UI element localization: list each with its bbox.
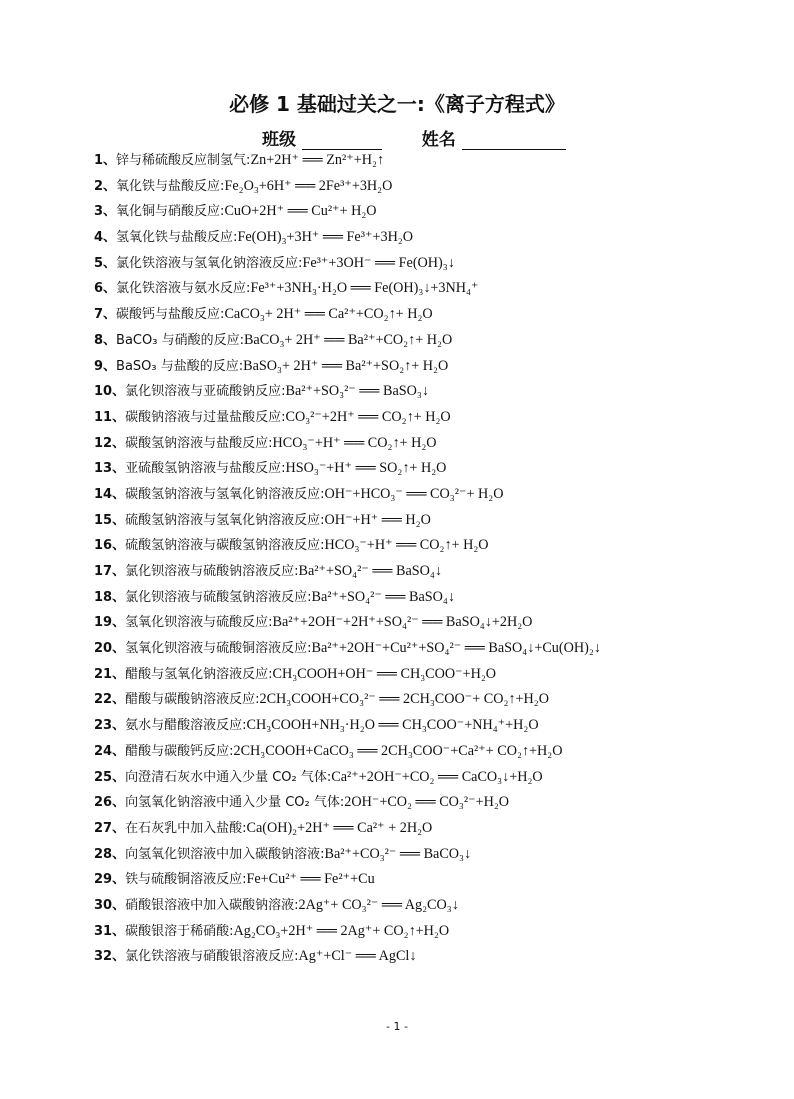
equation-item — [94, 687, 784, 713]
item-number: 11、 — [94, 409, 126, 425]
item-question: 碳酸钠溶液与过量盐酸反应: — [125, 409, 286, 425]
item-equation: Ba²⁺+SO₃²⁻ ══ BaSO₃↓ — [285, 383, 429, 400]
item-equation: Fe(OH)₃+3H⁺ ══ Fe³⁺+3H₂O — [237, 229, 414, 246]
item-number: 2、 — [94, 178, 117, 194]
item-number: 9、 — [94, 358, 117, 374]
item-question: 氯化铁溶液与氢氧化钠溶液反应: — [116, 255, 303, 271]
equation-item — [94, 508, 784, 534]
equation-item — [94, 585, 784, 611]
item-number: 16、 — [94, 538, 126, 554]
item-question: 锌与稀硫酸反应制氢气: — [116, 153, 251, 168]
item-question: 醋酸与碳酸钠溶液反应: — [125, 692, 260, 708]
item-number: 31、 — [94, 923, 126, 939]
item-equation: BaSO₃+ 2H⁺ ══ Ba²⁺+SO₂↑+ H₂O — [243, 357, 449, 374]
item-number: 18、 — [94, 589, 126, 605]
equation-item — [94, 713, 784, 739]
item-number: 22、 — [94, 692, 126, 708]
item-question: 碳酸氢钠溶液与氢氧化钠溶液反应: — [125, 486, 325, 502]
equation-item — [94, 379, 784, 405]
item-equation: 2CH₃COOH+CO₃²⁻ ══ 2CH₃COO⁻+ CO₂↑+H₂O — [259, 691, 549, 708]
item-number: 5、 — [94, 255, 117, 271]
item-number: 28、 — [94, 846, 126, 862]
item-equation: CH₃COOH+NH₃·H₂O ══ CH₃COO⁻+NH₄⁺+H₂O — [246, 717, 539, 734]
item-equation: Ba²⁺+2OH⁻+Cu²⁺+SO₄²⁻ ══ BaSO₄↓+Cu(OH)₂↓ — [311, 640, 601, 657]
item-question: 氯化钡溶液与硫酸钠溶液反应: — [125, 564, 299, 579]
item-question: 氧化铜与硝酸反应: — [116, 204, 225, 220]
equation-item — [94, 816, 784, 842]
item-question: 硫酸氢钠溶液与碳酸氢钠溶液反应: — [125, 538, 325, 554]
equation-item — [94, 354, 784, 380]
item-equation: Fe₂O₃+6H⁺ ══ 2Fe³⁺+3H₂O — [224, 177, 393, 194]
item-equation: HCO₃⁻+H⁺ ══ CO₂↑+ H₂O — [272, 434, 437, 451]
equation-item — [94, 405, 784, 431]
item-number: 8、 — [94, 332, 117, 348]
item-equation: Ca²⁺+2OH⁻+CO₂ ══ CaCO₃↓+H₂O — [331, 768, 543, 785]
equation-item — [94, 328, 784, 354]
item-question: BaCO₃ 与硝酸的反应: — [116, 332, 244, 348]
item-equation: Ba²⁺+SO₄²⁻ ══ BaSO₄↓ — [298, 563, 442, 579]
item-question: 氧化铁与盐酸反应: — [116, 178, 225, 194]
item-question: 氢氧化钡溶液与硫酸反应: — [125, 615, 273, 631]
item-number: 3、 — [94, 204, 117, 220]
item-question: BaSO₃ 与盐酸的反应: — [116, 358, 244, 374]
item-equation: Ag⁺+Cl⁻ ══ AgCl↓ — [298, 948, 417, 965]
item-number: 17、 — [94, 564, 126, 579]
item-question: 铁与硫酸铜溶液反应: — [125, 872, 247, 888]
equation-item — [94, 174, 784, 200]
item-number: 12、 — [94, 435, 126, 451]
item-number: 32、 — [94, 949, 126, 965]
item-question: 氯化钡溶液与亚硫酸钠反应: — [125, 384, 286, 400]
item-equation: CuO+2H⁺ ══ Cu²⁺+ H₂O — [224, 203, 377, 220]
equation-item — [94, 431, 784, 457]
item-number: 26、 — [94, 795, 126, 811]
equation-item — [94, 944, 784, 970]
item-equation: Ag₂CO₃+2H⁺ ══ 2Ag⁺+ CO₂↑+H₂O — [233, 922, 450, 939]
item-number: 29、 — [94, 872, 126, 888]
equation-item — [94, 559, 784, 585]
item-number: 25、 — [94, 769, 126, 785]
item-question: 向氢氧化钡溶液中加入碳酸钠溶液: — [125, 846, 325, 862]
page-title: 必修 1 基础过关之一:《离子方程式》 — [229, 92, 565, 116]
item-number: 24、 — [94, 743, 126, 759]
equation-item — [94, 251, 784, 277]
student-info-fields — [262, 125, 566, 150]
equation-item — [94, 765, 784, 791]
equation-item — [94, 867, 784, 893]
item-equation: 2Ag⁺+ CO₃²⁻ ══ Ag₂CO₃↓ — [298, 896, 459, 913]
item-number: 4、 — [94, 230, 117, 246]
equation-item — [94, 302, 784, 328]
item-equation: HCO₃⁻+H⁺ ══ CO₂↑+ H₂O — [324, 537, 489, 554]
equation-item — [94, 456, 784, 482]
item-equation: Ba²⁺+SO₄²⁻ ══ BaSO₄↓ — [311, 588, 455, 605]
item-number: 15、 — [94, 512, 126, 528]
item-equation: Ca(OH)₂+2H⁺ ══ Ca²⁺ + 2H₂O — [246, 819, 433, 836]
item-equation: CO₃²⁻+2H⁺ ══ CO₂↑+ H₂O — [285, 408, 451, 425]
item-number: 6、 — [94, 281, 117, 297]
item-equation: 2CH₃COOH+CaCO₃ ══ 2CH₃COO⁻+Ca²⁺+ CO₂↑+H₂O — [233, 742, 563, 759]
equation-item — [94, 790, 784, 816]
item-equation: Ba²⁺+CO₃²⁻ ══ BaCO₃↓ — [324, 845, 472, 862]
item-number: 7、 — [94, 307, 117, 323]
item-question: 向澄清石灰水中通入少量 CO₂ 气体: — [125, 769, 332, 785]
item-equation: Fe³⁺+3OH⁻ ══ Fe(OH)₃↓ — [302, 254, 455, 271]
equation-item — [94, 919, 784, 945]
item-question: 碳酸银溶于稀硝酸: — [125, 923, 234, 939]
item-equation: CaCO₃+ 2H⁺ ══ Ca²⁺+CO₂↑+ H₂O — [224, 306, 433, 323]
item-question: 醋酸与氢氧化钠溶液反应: — [125, 666, 273, 682]
class-label: 班级 — [262, 130, 296, 150]
equation-item — [94, 148, 784, 174]
item-question: 醋酸与碳酸钙反应: — [125, 743, 234, 759]
item-question: 碳酸氢钠溶液与盐酸反应: — [125, 435, 273, 451]
equation-item — [94, 842, 784, 868]
item-number: 10、 — [94, 384, 126, 400]
item-number: 27、 — [94, 820, 126, 836]
item-question: 硫酸氢钠溶液与氢氧化钠溶液反应: — [125, 512, 325, 528]
equation-item — [94, 276, 784, 302]
equation-item — [94, 636, 784, 662]
equation-item — [94, 739, 784, 765]
item-question: 向氢氧化钠溶液中通入少量 CO₂ 气体: — [125, 795, 345, 811]
item-number: 19、 — [94, 615, 126, 631]
item-question: 氯化铁溶液与氨水反应: — [116, 281, 251, 297]
equation-item — [94, 893, 784, 919]
item-equation: OH⁻+HCO₃⁻ ══ CO₃²⁻+ H₂O — [324, 485, 504, 502]
item-number: 23、 — [94, 718, 126, 734]
item-number: 30、 — [94, 897, 126, 913]
item-equation: CH₃COOH+OH⁻ ══ CH₃COO⁻+H₂O — [272, 665, 497, 682]
equation-item — [94, 662, 784, 688]
item-equation: BaCO₃+ 2H⁺ ══ Ba²⁺+CO₂↑+ H₂O — [243, 331, 453, 348]
item-equation: HSO₃⁻+H⁺ ══ SO₂↑+ H₂O — [285, 460, 447, 477]
item-question: 碳酸钙与盐酸反应: — [116, 307, 225, 323]
item-equation: Ba²⁺+2OH⁻+2H⁺+SO₄²⁻ ══ BaSO₄↓+2H₂O — [272, 614, 533, 631]
item-question: 亚硫酸氢钠溶液与盐酸反应: — [125, 461, 286, 477]
item-number: 13、 — [94, 461, 126, 477]
item-number: 21、 — [94, 666, 126, 682]
equation-item — [94, 225, 784, 251]
item-question: 氢氧化铁与盐酸反应: — [116, 230, 238, 246]
item-question: 在石灰乳中加入盐酸: — [125, 820, 247, 836]
page-number: - 1 - — [386, 1020, 408, 1033]
item-equation: Fe+Cu²⁺ ══ Fe²⁺+Cu — [246, 871, 375, 888]
item-equation: OH⁻+H⁺ ══ H₂O — [324, 511, 431, 528]
equation-item — [94, 610, 784, 636]
equation-item — [94, 482, 784, 508]
item-equation: Fe³⁺+3NH₃·H₂O ══ Fe(OH)₃↓+3NH₄⁺ — [250, 280, 479, 297]
item-equation: 2OH⁻+CO₂ ══ CO₃²⁻+H₂O — [344, 794, 510, 811]
item-question: 氨水与醋酸溶液反应: — [125, 718, 247, 734]
item-number: 1、 — [94, 153, 117, 168]
equation-list — [94, 148, 784, 970]
item-question: 硝酸银溶液中加入碳酸钠溶液: — [125, 897, 299, 913]
item-question: 氯化铁溶液与硝酸银溶液反应: — [125, 949, 299, 965]
item-number: 20、 — [94, 641, 126, 657]
item-equation: Zn+2H⁺ ══ Zn²⁺+H₂↑ — [250, 152, 385, 168]
name-label: 姓名 — [421, 130, 456, 150]
item-number: 14、 — [94, 486, 126, 502]
item-question: 氢氧化钡溶液与硫酸铜溶液反应: — [125, 641, 312, 657]
item-question: 氯化钡溶液与硫酸氢钠溶液反应: — [125, 589, 312, 605]
equation-item — [94, 533, 784, 559]
equation-item — [94, 199, 784, 225]
